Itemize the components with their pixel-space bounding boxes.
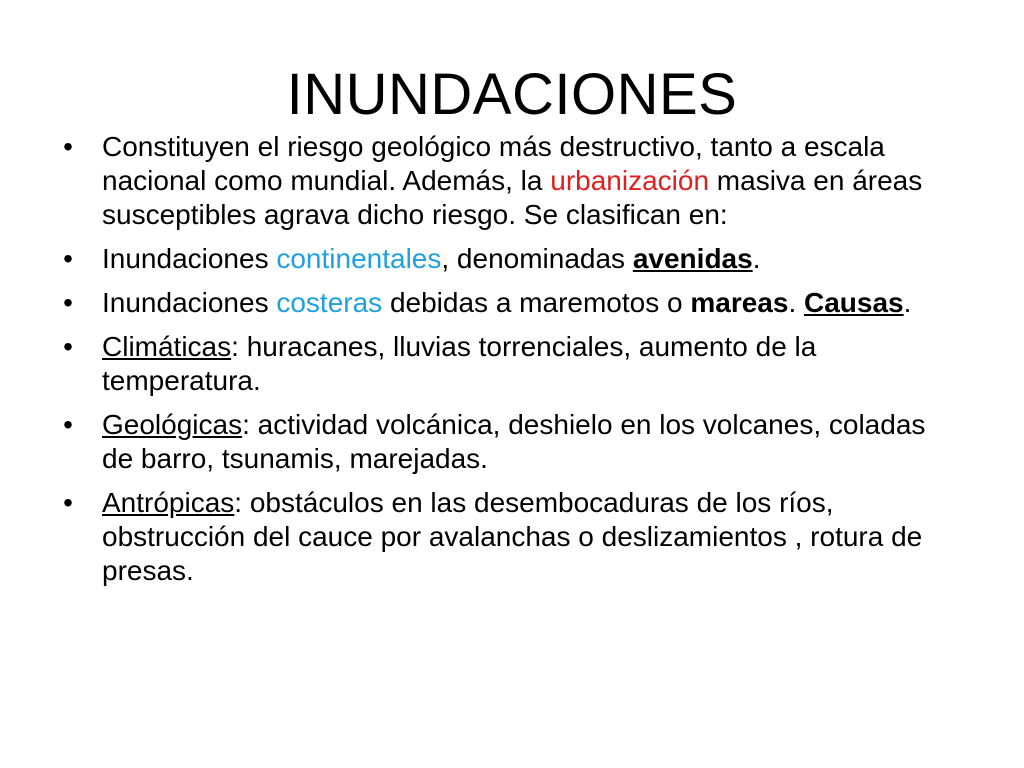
- term-antropicas: Antrópicas: [102, 487, 235, 518]
- item-text: masiva en áreas susceptibles agrava dicho riesgo. Se clasifican en:: [102, 165, 923, 230]
- term-avenidas: avenidas: [632, 243, 753, 274]
- bullet-icon: •: [63, 409, 73, 440]
- item-text: : actividad volcánica, deshielo en los volcanes, coladas de barro, tsunamis, marejadas.: [102, 409, 926, 474]
- bullet-icon: •: [63, 243, 73, 274]
- term-mareas: mareas: [690, 287, 789, 318]
- term-climaticas: Climáticas: [102, 331, 232, 362]
- bullet-icon: •: [63, 131, 73, 162]
- item-text: Inundaciones: [102, 287, 277, 318]
- bullet-list: [56, 130, 956, 598]
- list-item: [56, 130, 956, 232]
- item-text: .: [788, 287, 805, 318]
- highlight-continentales: continentales: [276, 243, 442, 274]
- list-item: [56, 242, 956, 276]
- item-text: Constituyen el riesgo geológico más destructivo, tanto a escala nacional como mundial. Además, la: [102, 131, 885, 196]
- term-geologicas: Geológicas: [102, 409, 243, 440]
- item-text: debidas a maremotos o: [382, 287, 691, 318]
- list-item: [56, 330, 956, 398]
- item-text: , denominadas: [441, 243, 633, 274]
- list-item: [56, 286, 956, 320]
- list-item: [56, 408, 956, 476]
- bullet-icon: •: [63, 331, 73, 362]
- item-text: .: [752, 243, 761, 274]
- highlight-urbanizacion: urbanización: [550, 165, 710, 196]
- item-text: : obstáculos en las desembocaduras de los ríos, obstrucción del cauce por avalanchas o deslizamientos , rotura de presas.: [102, 487, 923, 586]
- slide-title: INUNDACIONES: [286, 62, 738, 127]
- item-text: .: [903, 287, 912, 318]
- list-item: [56, 486, 956, 588]
- bullet-icon: •: [63, 487, 73, 518]
- highlight-costeras: costeras: [276, 287, 383, 318]
- item-text: Inundaciones: [102, 243, 277, 274]
- item-text: : huracanes, lluvias torrenciales, aumento de la temperatura.: [102, 331, 817, 396]
- term-causas: Causas: [804, 287, 904, 318]
- bullet-icon: •: [63, 287, 73, 318]
